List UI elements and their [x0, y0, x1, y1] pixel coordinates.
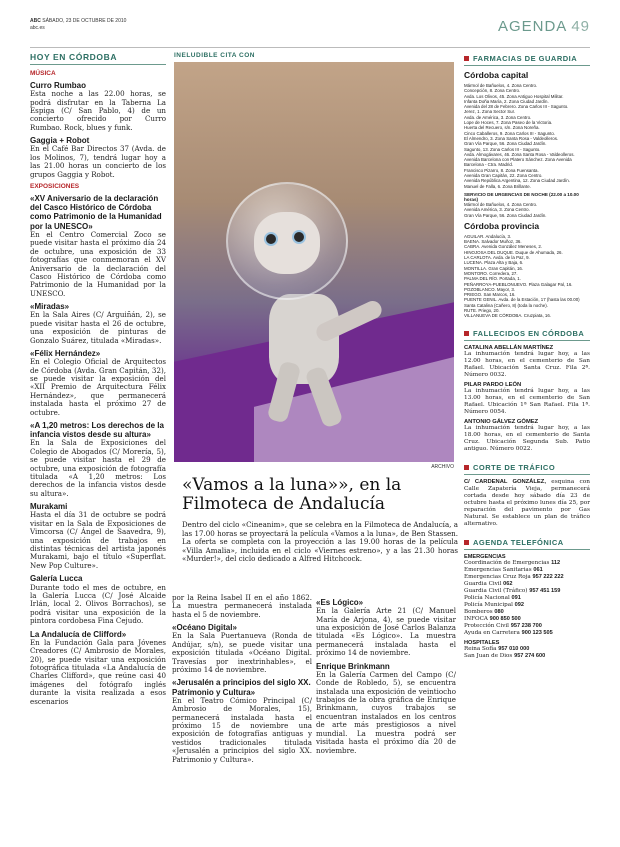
province-subtitle: Córdoba provincia	[464, 220, 540, 231]
pharmacy-line: Manuel de Falla, 6. Zona Brillante.	[464, 183, 531, 189]
pharmacy-line: AGUILAR. Andalucía, 3.	[464, 233, 512, 239]
phone-entry	[464, 602, 590, 609]
phone-number: 957 010 000	[498, 645, 530, 652]
pharmacy-line: Gran Vía Parque, 56. Zona Ciudad Jardín.	[464, 141, 547, 147]
pharmacy-line: VILLANUEVA DE CÓRDOBA. Cruzpiata, 16.	[464, 313, 552, 319]
pharmacy-line: POZOBLANCO. Mayor, 3.	[464, 286, 515, 292]
listing-body: En la Sala Puertanueva (Ronda de Andújar, s/n), se puede visitar una exposición titulada «Océano Digital. Travesías por inextrinhables», el próximo 14 de noviembre.	[172, 631, 312, 675]
listing-body: En el Café Bar Directos 37 (Avda. de los Molinos, 7), tendrá lugar hoy a las 21.00 horas un concierto de los grupos Gaggia y Robot.	[30, 144, 166, 179]
listing-title: «Es Lógico»	[316, 598, 364, 607]
music-items	[30, 81, 166, 179]
feature-lead: Dentro del ciclo «Cineanim», que se celebra en la Filmoteca de Andalucía, a las 17.00 horas se proyectará la película «Vamos a la luna», de Ben Stassen. La oferta se completa con la proyección a las 19.00 horas de la película «Villa Amalia», incluida en el ciclo «Viernes estreno», y a las 21.30 horas «Murder!», del ciclo dedicado a Alfred Hitchcock.	[182, 520, 458, 564]
lower1-items	[172, 623, 312, 764]
phone-entry	[464, 623, 590, 630]
pharmacy-list	[464, 83, 590, 189]
pharmacy-line: HINOJOSA DEL DUQUE. Duque de Ahumada, 26.	[464, 249, 563, 255]
deceased-name: ANTONIO GÁLVEZ GÓMEZ	[464, 418, 539, 425]
phone-label: Reina Sofía	[464, 645, 499, 652]
phone-group-title: EMERGENCIAS	[464, 553, 506, 560]
robot-face	[254, 212, 320, 274]
phone-number: 062	[503, 580, 513, 587]
phone-entry	[464, 581, 590, 588]
pharmacy-line: Avda. de América, 3. Zona Centro.	[464, 114, 532, 120]
deceased-name: PILAR PARDO LEÓN	[464, 381, 522, 388]
listing-body: En la Sala de Exposiciones del Colegio de Abogados (C/ Morería, 5), se puede visitar hasta el 29 de octubre, una exposición de fotografía titulada «A 1,20 metros: Los derechos de la infancia vistos desde su altura».	[30, 438, 166, 498]
header-meta	[30, 18, 126, 32]
traffic-title: CORTE DE TRÁFICO	[464, 461, 590, 475]
expo-kicker: EXPOSICIONES	[30, 183, 80, 191]
pharmacy-line: PRIEGO. San Marcos, 16.	[464, 292, 516, 298]
pharmacy-line: PALMA DEL RÍO. Portada, 1.	[464, 276, 521, 282]
left-section-title: HOY EN CÓRDOBA	[30, 52, 166, 65]
listing-body: Esta noche a las 22.00 horas, se podrá disfrutar en la Taberna La Espiga (C/ San Pablo, 4) de un concierto ofrecido por Curro Rumbao. Rock, blues y funk.	[30, 89, 166, 132]
phone-number: 900 850 500	[489, 615, 521, 622]
phone-number: 092	[514, 601, 524, 608]
listing-title: La Andalucía de Clifford»	[30, 629, 127, 639]
listing-title: «Jerusalén a principios del siglo XX. Patrimonio y Cultura»	[172, 678, 311, 697]
listing-title: «Miradas»	[30, 302, 70, 312]
pharmacy-line: Avenida Gran Capitán, 22. Zona Centro.	[464, 173, 543, 179]
pharmacy-line: PUENTE GENIL. Avda. de la Estación, 17 (hasta las 00.00) Santa Catalina (Cañero, 8) (toda la noche).	[464, 297, 580, 308]
pharmacy-line: MONTORO. Corredera, 27.	[464, 270, 518, 276]
pharmacy-line: MONTILLA. Gran Capitán, 16.	[464, 265, 524, 271]
phone-entry	[464, 653, 590, 660]
pharmacy-line: Jerez, 1. Zona Sector Sur.	[464, 109, 516, 115]
phone-label: Policía Municipal	[464, 601, 515, 608]
pharmacy-line: Concepción, 8. Zona Centro.	[464, 88, 521, 94]
phone-label: Emergencias Cruz Roja	[464, 573, 533, 580]
phone-entry	[464, 595, 590, 602]
listing-title: «Félix Hernández»	[30, 348, 101, 358]
pharmacy-line: Avenida Barcelona con Platero Sánchez. Zona Avenida Barcelona - Ctra. Madrid.	[464, 157, 572, 168]
pharmacy-line: Sagunto, 13. Zona Carlos III - Sagunto.	[464, 146, 541, 152]
deaths-title: FALLECIDOS EN CÓRDOBA	[464, 327, 590, 341]
feature-block	[172, 52, 464, 564]
listing-body: En la Sala Aires (C/ Arguiñán, 2), se puede visitar hasta el 26 de octubre, una exposición de pinturas de Gonzalo Suárez, titulada «Miradas».	[30, 310, 166, 345]
issue-date: SÁBADO, 23 DE OCTUBRE DE 2010	[42, 18, 127, 24]
listing-body: En el Centro Comercial Zoco se puede visitar hasta el próximo día 24 de octubre, una exposición de 33 fotografías que conmemoran el XV Aniversario de la declaración del Casco Histórico de Córdoba como Patrimonio de la Humanidad por la UNESCO.	[30, 229, 166, 298]
phone-entry	[464, 609, 590, 616]
night-pharmacy-list	[464, 202, 590, 218]
listing-title: «Océano Digital»	[172, 623, 237, 633]
robot-eye-left	[264, 232, 278, 246]
section-name: AGENDA	[497, 18, 568, 35]
phone-label: Coordinación de Emergencias	[464, 559, 552, 566]
phone-title: AGENDA TELEFÓNICA	[464, 536, 590, 550]
left-column	[30, 52, 166, 706]
phone-number: 957 274 600	[514, 652, 546, 659]
phone-label: INFOCA	[464, 615, 490, 622]
deaths-list	[464, 345, 590, 453]
phone-entry	[464, 567, 590, 574]
pharmacy-line: BAENA. Salvador Muñoz, 36.	[464, 239, 522, 245]
deceased-name: CATALINA ABELLÁN MARTÍNEZ	[464, 344, 554, 351]
phone-label: San Juan de Dios	[464, 652, 515, 659]
pharmacy-line: Avenida República Argentina, 12. Zona Ciudad Jardín.	[464, 178, 570, 184]
phone-entry	[464, 574, 590, 581]
listing-body: En la Galería Arte 21 (C/ Manuel María de Arjona, 4), se puede visitar una exposición de José Carlos Balanza titulada «Es Lógico». La muestra permanecerá instalada hasta el próximo 14 de noviembre.	[316, 606, 456, 658]
photo-credit: ARCHIVO	[431, 464, 454, 470]
robot-eye-right	[292, 230, 306, 244]
pharmacy-line: LUCENA. Plaza Alta y Baja, 6.	[464, 260, 524, 266]
phone-number: 900 123 505	[521, 629, 553, 636]
phone-entry	[464, 560, 590, 567]
burial-details: La inhumación tendrá lugar hoy, a las 12.00 horas, en el cementerio de San Rafael. Ubicación Santa Cruz. Fila 2ª. Número 0032.	[464, 350, 590, 378]
pharmacy-line: Huerta del Recuero, s/n. Zona Noreña.	[464, 125, 540, 131]
pharmacy-line: RUTE. Priego, 20.	[464, 307, 500, 313]
feature-headline: «Vamos a la luna»», en la Filmoteca de Andalucía	[182, 475, 402, 514]
phone-number: 957 451 159	[529, 587, 561, 594]
music-kicker: MÚSICA	[30, 70, 56, 77]
listing-title: Curro Rumbao	[30, 81, 86, 90]
phone-number: 957 222 222	[532, 573, 564, 580]
lower-column-1	[172, 594, 312, 764]
listing-body: Durante todo el mes de octubre, en la Galería Lucca (C/ José Alcaide Irlán, local 2. Olivos Borrachos), se podrá visitar una exposición de la pintora cordobesa Fina Cejudo.	[30, 582, 166, 626]
phone-entry	[464, 588, 590, 595]
pharmacy-line: PEÑARROYA-PUEBLONUEVO. Plaza Galagar Pal, 16.	[464, 281, 573, 287]
phone-number: 112	[551, 559, 561, 566]
burial-details: La inhumación tendrá lugar hoy, a las 18.00 horas, en el cementerio de Santa Cruz. Ubicación Segunda Sub. Patio antiguo. Número 0022.	[464, 424, 590, 452]
exhibition-items	[30, 194, 166, 706]
listing-title: Enrique Brinkmann	[316, 661, 390, 671]
pharmacy-line: LA CARLOTA. Avda. de la Paz, 9.	[464, 255, 530, 261]
pharmacy-line: Infanta Doña María, 2. Zona Ciudad Jardín.	[464, 98, 549, 104]
pharmacy-title: FARMACIAS DE GUARDIA	[464, 52, 590, 66]
phone-number: 080	[494, 608, 504, 615]
listing-body: Hasta el día 31 de octubre se podrá visitar en la Sala de Exposiciones de Vimcorsa (C/ Ángel de Saavedra, 9), una exposición de trabajos en distintas técnicas del artista japonés Murakami, bajo el título «Superflat. New Pop Culture».	[30, 510, 166, 570]
phone-number: 091	[511, 594, 521, 601]
listing-title: Gaggia + Robot	[30, 136, 90, 146]
listing-body: En el Teatro Cómico Principal (C/ Ambrosio de Morales, 15), permanecerá instalada hasta el próximo 15 de noviembre una exposición de fotografías antiguas y vestidos tradicionales titulada «Jerusalén a principios del siglo XX. Patrimonio y Cultura».	[172, 695, 312, 764]
pharmacy-line: El Almendro, 3. Zona Santa Rosa - Valdeolleros.	[464, 135, 559, 141]
night-service-label: SERVICIO DE URGENCIAS DE NOCHE (22.00 a 10.00 horas)	[464, 191, 579, 202]
paper-name: ABC	[30, 18, 41, 24]
traffic-body: esquina con Calle Zapatería Vieja, permanecerá cortada desde hoy sábado día 23 de octubre hasta el próximo lunes día 25, por reparación del pavimento por Gas Natural. Se establece un plan de tráfico alternativo.	[464, 478, 590, 527]
pharmacy-line: Gran Vía Parque, 56. Zona Ciudad Jardín.	[464, 212, 547, 218]
phone-entry	[464, 646, 590, 653]
pharmacy-line: Avenida del 28 de Febrero. Zona Carlos III - Sagunto.	[464, 104, 569, 110]
pharmacy-line: Francisco Pizarro, 8. Zona Fuensanta.	[464, 167, 539, 173]
phone-label: Emergencias Sanitarias	[464, 566, 534, 573]
pharmacy-line: Lope de Hoces, 7. Zona Paseo de la Victoria.	[464, 120, 553, 126]
burial-details: La inhumación tendrá lugar hoy, a las 13.00 horas, en el cementerio de San Rafael. Ubicación 1ª San Rafael. Fila 1ª. Número 0054.	[464, 387, 590, 415]
lower-column-2	[316, 594, 456, 755]
feature-kicker: INELUDIBLE CITA CON	[174, 52, 255, 59]
listing-body: En la Galería Carmen del Campo (C/ Conde de Robledo, 5), se encuentra instalada una exposición de veintiocho trabajos de la obra gráfica de Enrique Brinkmann, cuyos trabajos se encuentran instalados en los centros de arte más prestigiosos a nivel mundial. La muestra podrá ser visitada hasta el próximo día 20 de noviembre.	[316, 669, 456, 755]
listing-body: En la Fundación Gala para Jóvenes Creadores (C/ Ambrosio de Morales, 20), se puede visitar una exposición fotográfica titulada «La Andalucía de Charles Clifford», que reúne casi 40 imágenes del fotógrafo inglés durante la visita realizada a esos escenarios	[30, 637, 166, 706]
phone-directory	[464, 554, 590, 660]
right-column	[464, 52, 590, 660]
capital-subtitle: Córdoba capital	[464, 70, 529, 80]
phone-label: Guardia Civil (Tráfico)	[464, 587, 530, 594]
phone-group-title: HOSPITALES	[464, 639, 500, 646]
listing-title: Murakami	[30, 502, 68, 512]
traffic-street: C/ CARDENAL GONZÁLEZ,	[464, 478, 546, 485]
phone-label: Policía Nacional	[464, 594, 512, 601]
pharmacy-line: CABRA. Avenida González Meneses, 2.	[464, 244, 543, 250]
page-number: 49	[571, 18, 590, 35]
section-label	[498, 18, 590, 35]
lower2-items	[316, 598, 456, 755]
province-pharmacy-list	[464, 234, 590, 319]
continued-text: por la Reina Isabel II en el año 1862. La muestra permanecerá instalada hasta el 5 de noviembre.	[172, 593, 312, 619]
phone-label: Ayuda en Carretera	[464, 629, 522, 636]
phone-entry	[464, 616, 590, 623]
pharmacy-line: Mármol de Bañuelos, 4. Zona Centro.	[464, 83, 538, 88]
pharmacy-line: Mármol de Bañuelos, 4. Zona Centro.	[464, 201, 538, 207]
phone-label: Bomberos	[464, 608, 495, 615]
pharmacy-line: Cinco Caballeros, 9. Zona Carlos III - Sagunto.	[464, 130, 556, 136]
feature-photo	[174, 62, 454, 462]
page-header	[30, 18, 590, 48]
pharmacy-line: Avda. Los Olivos, 45. Zona Antiguo Hospital Militar.	[464, 93, 564, 99]
traffic-notice	[464, 479, 590, 528]
phone-entry	[464, 630, 590, 637]
pharmacy-line: Avda. Almogávares, 46. Zona Santa Rosa - Valdeolleros.	[464, 151, 575, 157]
listing-title: Galería Lucca	[30, 574, 83, 584]
site-url: abc.es	[30, 25, 45, 31]
phone-number: 061	[533, 566, 543, 573]
listing-body: En el Colegio Oficial de Arquitectos de Córdoba (Avda. Gran Capitán, 32), se puede visitar la exposición del «XII Premio de Arquitectura Félix Hernández», que permanecerá instalada hasta el próximo 27 de octubre.	[30, 357, 166, 417]
phone-label: Guardia Civil	[464, 580, 504, 587]
pharmacy-line: Avenida América, 3. Zona Centro.	[464, 207, 530, 213]
listing-title: «XV Aniversario de la declaración del Casco Histórico de Córdoba como Patrimonio de la Humanidad por la UNESCO»	[30, 194, 162, 231]
listing-title: «A 1,20 metros: Los derechos de la infancia vistos desde su altura»	[30, 421, 164, 440]
phone-label: Protección Civil	[464, 622, 511, 629]
phone-number: 957 238 700	[510, 622, 542, 629]
